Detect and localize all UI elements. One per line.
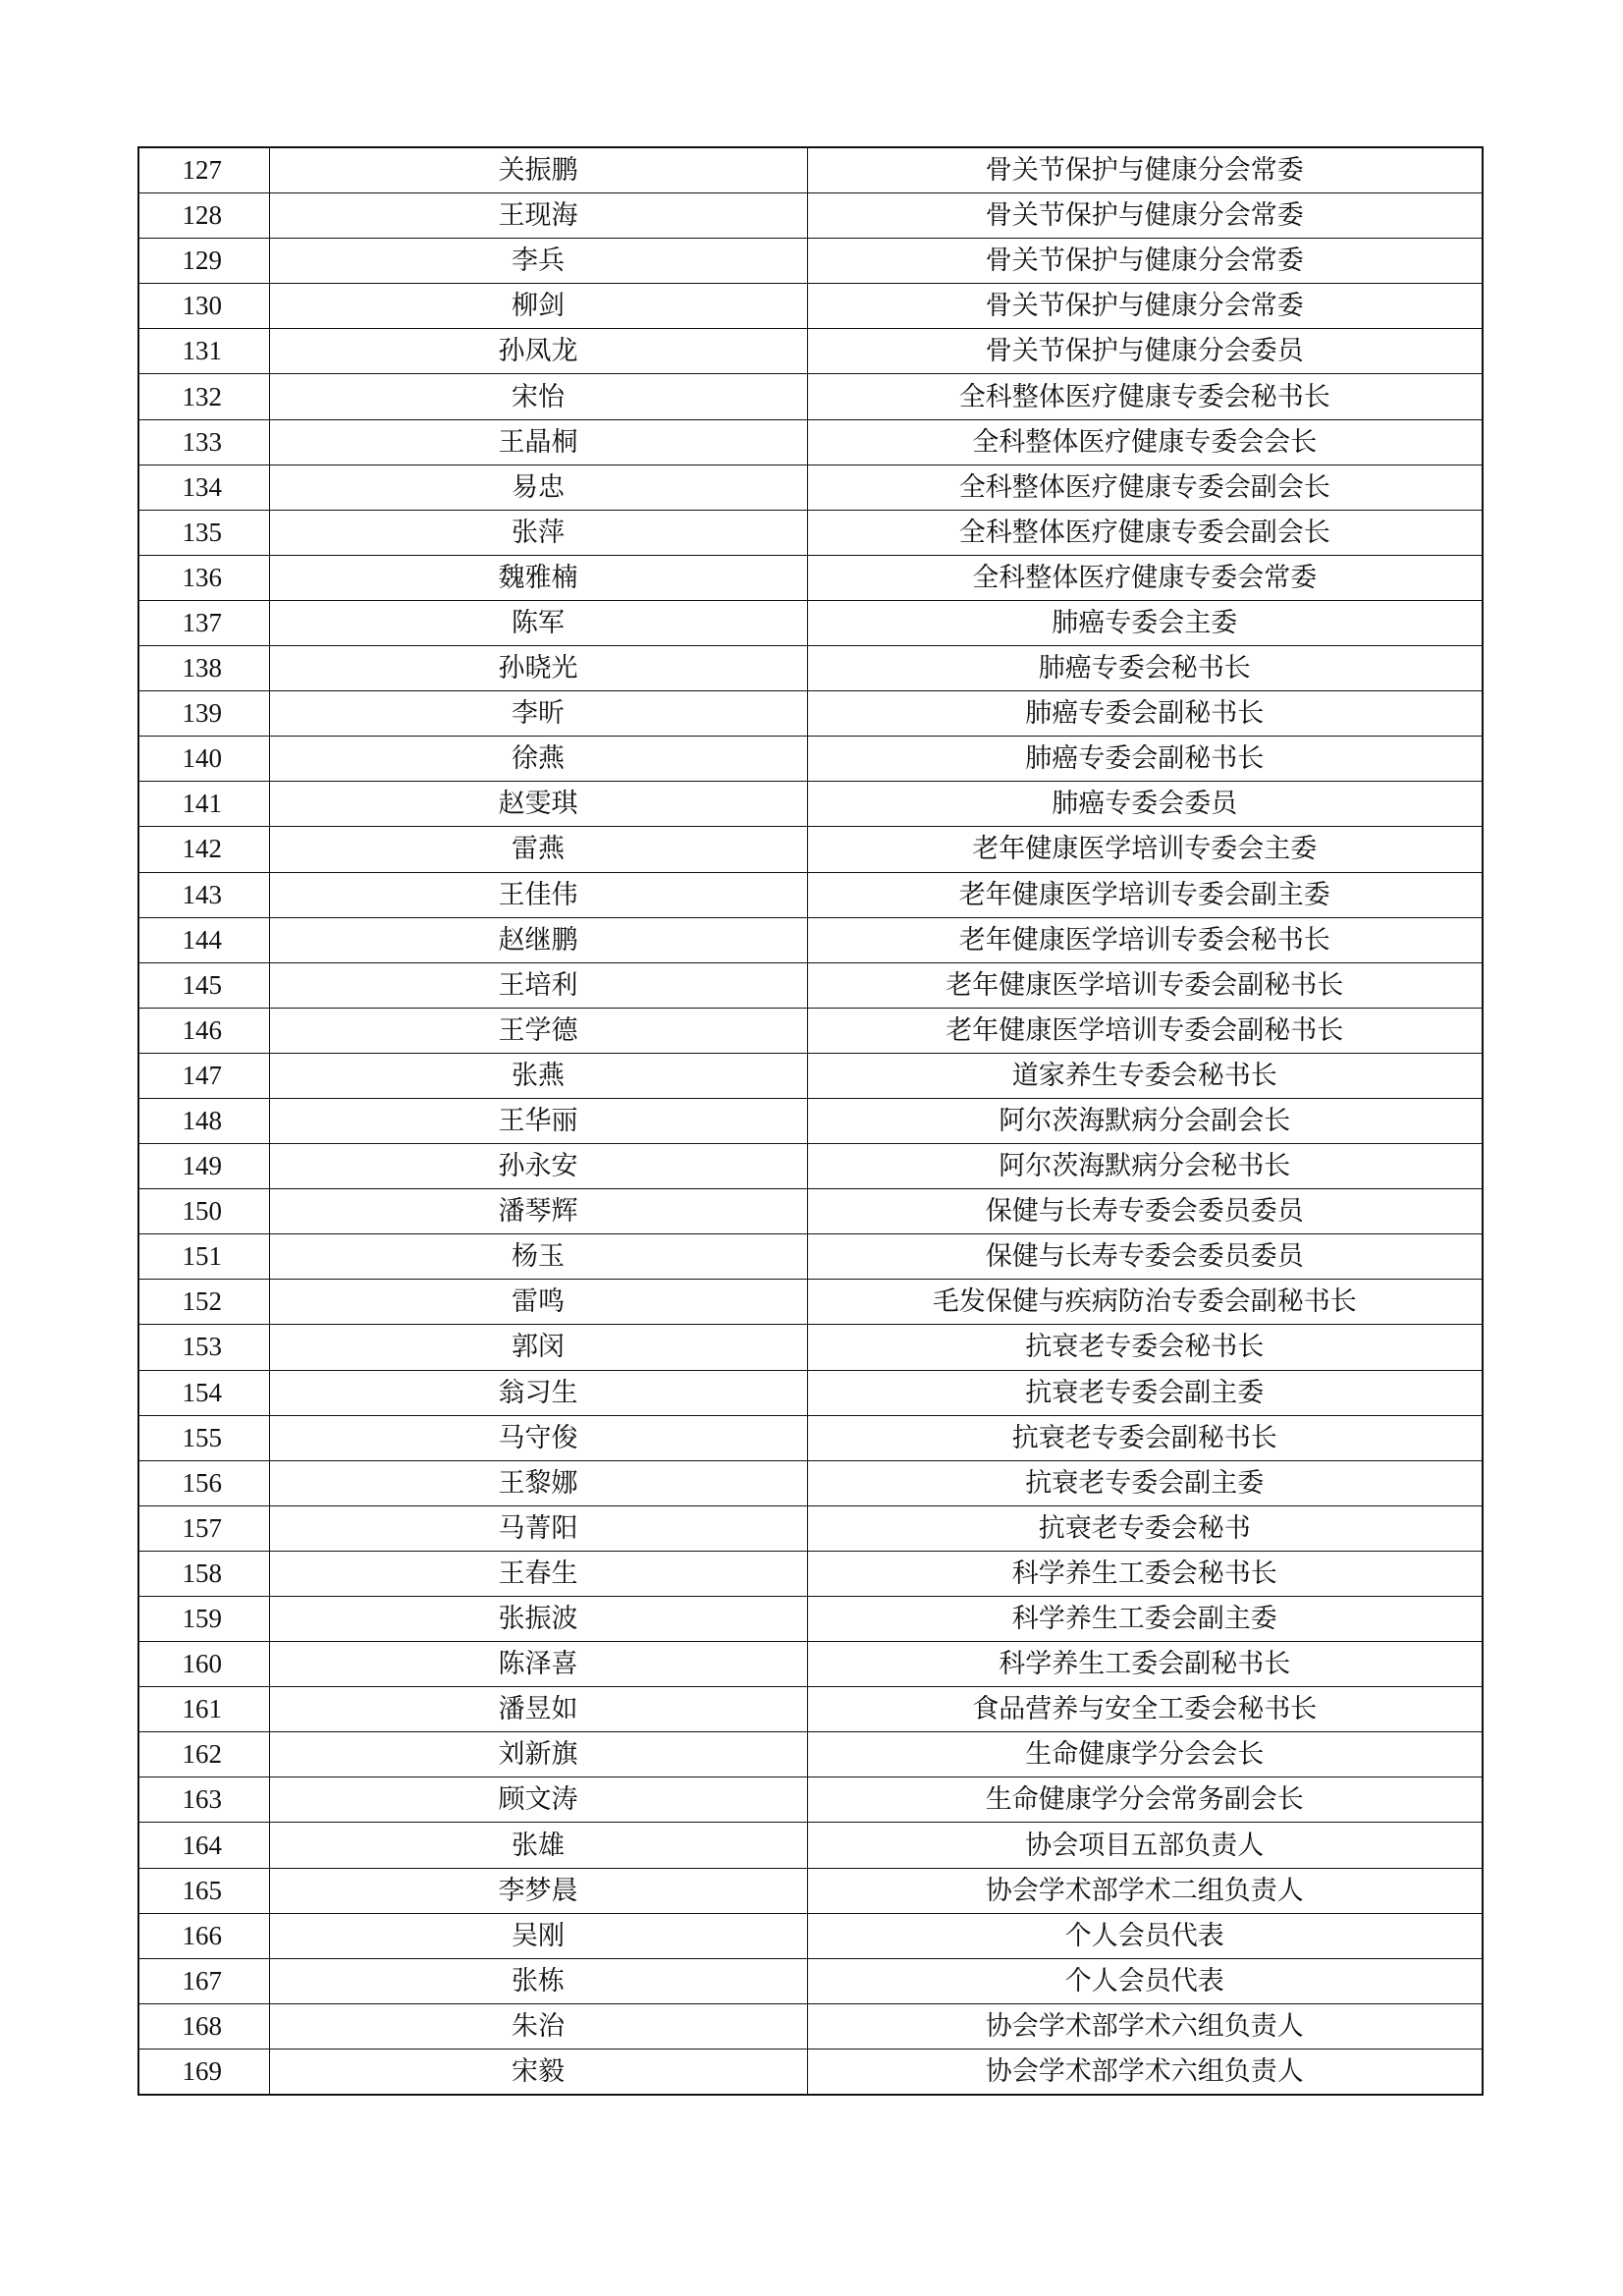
member-name: 王佳伟 [269,872,807,917]
member-name: 张燕 [269,1053,807,1098]
row-number: 129 [138,239,269,284]
table-row [138,1370,1483,1415]
row-number: 145 [138,962,269,1008]
table-row [138,872,1483,917]
member-role: 科学养生工委会副主委 [807,1597,1483,1642]
table-row [138,737,1483,782]
row-number: 153 [138,1325,269,1370]
member-name: 赵雯琪 [269,782,807,827]
member-role: 个人会员代表 [807,1958,1483,2003]
table-row [138,1098,1483,1143]
table-row [138,2003,1483,2049]
roster-body [138,147,1483,2095]
member-name: 李兵 [269,239,807,284]
member-name: 张萍 [269,510,807,555]
table-row [138,555,1483,600]
member-role: 阿尔茨海默病分会秘书长 [807,1144,1483,1189]
row-number: 130 [138,284,269,329]
table-row [138,827,1483,872]
member-role: 全科整体医疗健康专委会副会长 [807,465,1483,510]
member-role: 骨关节保护与健康分会常委 [807,147,1483,193]
row-number: 164 [138,1823,269,1868]
row-number: 141 [138,782,269,827]
member-role: 全科整体医疗健康专委会常委 [807,555,1483,600]
table-row [138,1008,1483,1053]
member-role: 保健与长寿专委会委员委员 [807,1189,1483,1234]
member-role: 科学养生工委会秘书长 [807,1551,1483,1596]
member-role: 食品营养与安全工委会秘书长 [807,1687,1483,1732]
member-role: 全科整体医疗健康专委会副会长 [807,510,1483,555]
member-role: 全科整体医疗健康专委会会长 [807,419,1483,465]
table-row [138,239,1483,284]
table-row [138,374,1483,419]
member-name: 马菁阳 [269,1505,807,1551]
member-role: 协会学术部学术六组负责人 [807,2003,1483,2049]
row-number: 162 [138,1732,269,1777]
table-row [138,1777,1483,1823]
row-number: 157 [138,1505,269,1551]
member-name: 张栋 [269,1958,807,2003]
member-name: 雷燕 [269,827,807,872]
table-row [138,1642,1483,1687]
row-number: 155 [138,1415,269,1460]
table-row [138,1732,1483,1777]
member-name: 宋怡 [269,374,807,419]
row-number: 147 [138,1053,269,1098]
row-number: 138 [138,646,269,691]
table-row [138,1913,1483,1958]
table-row [138,1823,1483,1868]
table-row [138,1958,1483,2003]
table-row [138,646,1483,691]
member-name: 陈军 [269,600,807,645]
member-name: 雷鸣 [269,1280,807,1325]
table-row [138,962,1483,1008]
table-row [138,147,1483,193]
row-number: 136 [138,555,269,600]
table-row [138,1687,1483,1732]
member-name: 吴刚 [269,1913,807,1958]
row-number: 163 [138,1777,269,1823]
table-row [138,419,1483,465]
member-role: 肺癌专委会秘书长 [807,646,1483,691]
member-name: 潘昱如 [269,1687,807,1732]
member-name: 易忠 [269,465,807,510]
member-role: 生命健康学分会常务副会长 [807,1777,1483,1823]
table-row [138,782,1483,827]
row-number: 137 [138,600,269,645]
table-row [138,2049,1483,2095]
table-row [138,1144,1483,1189]
member-name: 杨玉 [269,1234,807,1280]
member-name: 郭闵 [269,1325,807,1370]
member-name: 张雄 [269,1823,807,1868]
member-name: 王培利 [269,962,807,1008]
table-row [138,1053,1483,1098]
table-row [138,193,1483,239]
row-number: 166 [138,1913,269,1958]
row-number: 135 [138,510,269,555]
row-number: 127 [138,147,269,193]
row-number: 167 [138,1958,269,2003]
member-name: 王春生 [269,1551,807,1596]
member-name: 柳剑 [269,284,807,329]
member-name: 孙永安 [269,1144,807,1189]
member-role: 抗衰老专委会秘书长 [807,1325,1483,1370]
row-number: 165 [138,1868,269,1913]
table-row [138,1189,1483,1234]
row-number: 132 [138,374,269,419]
row-number: 150 [138,1189,269,1234]
member-role: 抗衰老专委会秘书 [807,1505,1483,1551]
member-role: 保健与长寿专委会委员委员 [807,1234,1483,1280]
member-role: 骨关节保护与健康分会常委 [807,193,1483,239]
row-number: 143 [138,872,269,917]
member-role: 协会学术部学术六组负责人 [807,2049,1483,2095]
member-name: 徐燕 [269,737,807,782]
member-role: 毛发保健与疾病防治专委会副秘书长 [807,1280,1483,1325]
member-name: 王黎娜 [269,1460,807,1505]
row-number: 148 [138,1098,269,1143]
row-number: 160 [138,1642,269,1687]
member-name: 朱治 [269,2003,807,2049]
row-number: 140 [138,737,269,782]
member-role: 老年健康医学培训专委会副秘书长 [807,962,1483,1008]
member-name: 刘新旗 [269,1732,807,1777]
member-role: 肺癌专委会副秘书长 [807,691,1483,737]
table-row [138,1415,1483,1460]
member-role: 道家养生专委会秘书长 [807,1053,1483,1098]
row-number: 151 [138,1234,269,1280]
member-name: 孙晓光 [269,646,807,691]
member-name: 魏雅楠 [269,555,807,600]
member-name: 关振鹏 [269,147,807,193]
row-number: 159 [138,1597,269,1642]
row-number: 131 [138,329,269,374]
row-number: 158 [138,1551,269,1596]
member-role: 科学养生工委会副秘书长 [807,1642,1483,1687]
member-role: 老年健康医学培训专委会副秘书长 [807,1008,1483,1053]
member-name: 马守俊 [269,1415,807,1460]
table-row [138,465,1483,510]
row-number: 139 [138,691,269,737]
member-name: 王学德 [269,1008,807,1053]
member-roster-table [137,146,1484,2096]
member-role: 肺癌专委会主委 [807,600,1483,645]
member-name: 宋毅 [269,2049,807,2095]
row-number: 146 [138,1008,269,1053]
table-row [138,329,1483,374]
row-number: 134 [138,465,269,510]
member-role: 抗衰老专委会副主委 [807,1370,1483,1415]
member-name: 张振波 [269,1597,807,1642]
table-row [138,917,1483,962]
row-number: 128 [138,193,269,239]
member-role: 阿尔茨海默病分会副会长 [807,1098,1483,1143]
member-role: 协会项目五部负责人 [807,1823,1483,1868]
member-name: 李昕 [269,691,807,737]
member-role: 个人会员代表 [807,1913,1483,1958]
table-row [138,1325,1483,1370]
member-name: 赵继鹏 [269,917,807,962]
table-row [138,1551,1483,1596]
row-number: 144 [138,917,269,962]
member-name: 翁习生 [269,1370,807,1415]
row-number: 149 [138,1144,269,1189]
member-role: 抗衰老专委会副主委 [807,1460,1483,1505]
row-number: 169 [138,2049,269,2095]
row-number: 168 [138,2003,269,2049]
row-number: 142 [138,827,269,872]
member-role: 肺癌专委会委员 [807,782,1483,827]
member-role: 老年健康医学培训专委会副主委 [807,872,1483,917]
table-row [138,1234,1483,1280]
member-role: 肺癌专委会副秘书长 [807,737,1483,782]
member-name: 李梦晨 [269,1868,807,1913]
member-role: 老年健康医学培训专委会主委 [807,827,1483,872]
member-role: 骨关节保护与健康分会常委 [807,239,1483,284]
row-number: 152 [138,1280,269,1325]
member-role: 生命健康学分会会长 [807,1732,1483,1777]
table-row [138,1868,1483,1913]
table-row [138,691,1483,737]
member-role: 协会学术部学术二组负责人 [807,1868,1483,1913]
table-row [138,510,1483,555]
row-number: 156 [138,1460,269,1505]
member-name: 潘琴辉 [269,1189,807,1234]
row-number: 133 [138,419,269,465]
member-name: 陈泽喜 [269,1642,807,1687]
member-name: 顾文涛 [269,1777,807,1823]
table-row [138,1460,1483,1505]
table-row [138,1280,1483,1325]
member-role: 抗衰老专委会副秘书长 [807,1415,1483,1460]
member-name: 王现海 [269,193,807,239]
member-role: 骨关节保护与健康分会委员 [807,329,1483,374]
member-role: 骨关节保护与健康分会常委 [807,284,1483,329]
table-row [138,600,1483,645]
member-name: 孙凤龙 [269,329,807,374]
table-row [138,1597,1483,1642]
table-row [138,284,1483,329]
member-role: 全科整体医疗健康专委会秘书长 [807,374,1483,419]
row-number: 161 [138,1687,269,1732]
table-row [138,1505,1483,1551]
member-name: 王华丽 [269,1098,807,1143]
member-name: 王晶桐 [269,419,807,465]
member-role: 老年健康医学培训专委会秘书长 [807,917,1483,962]
row-number: 154 [138,1370,269,1415]
